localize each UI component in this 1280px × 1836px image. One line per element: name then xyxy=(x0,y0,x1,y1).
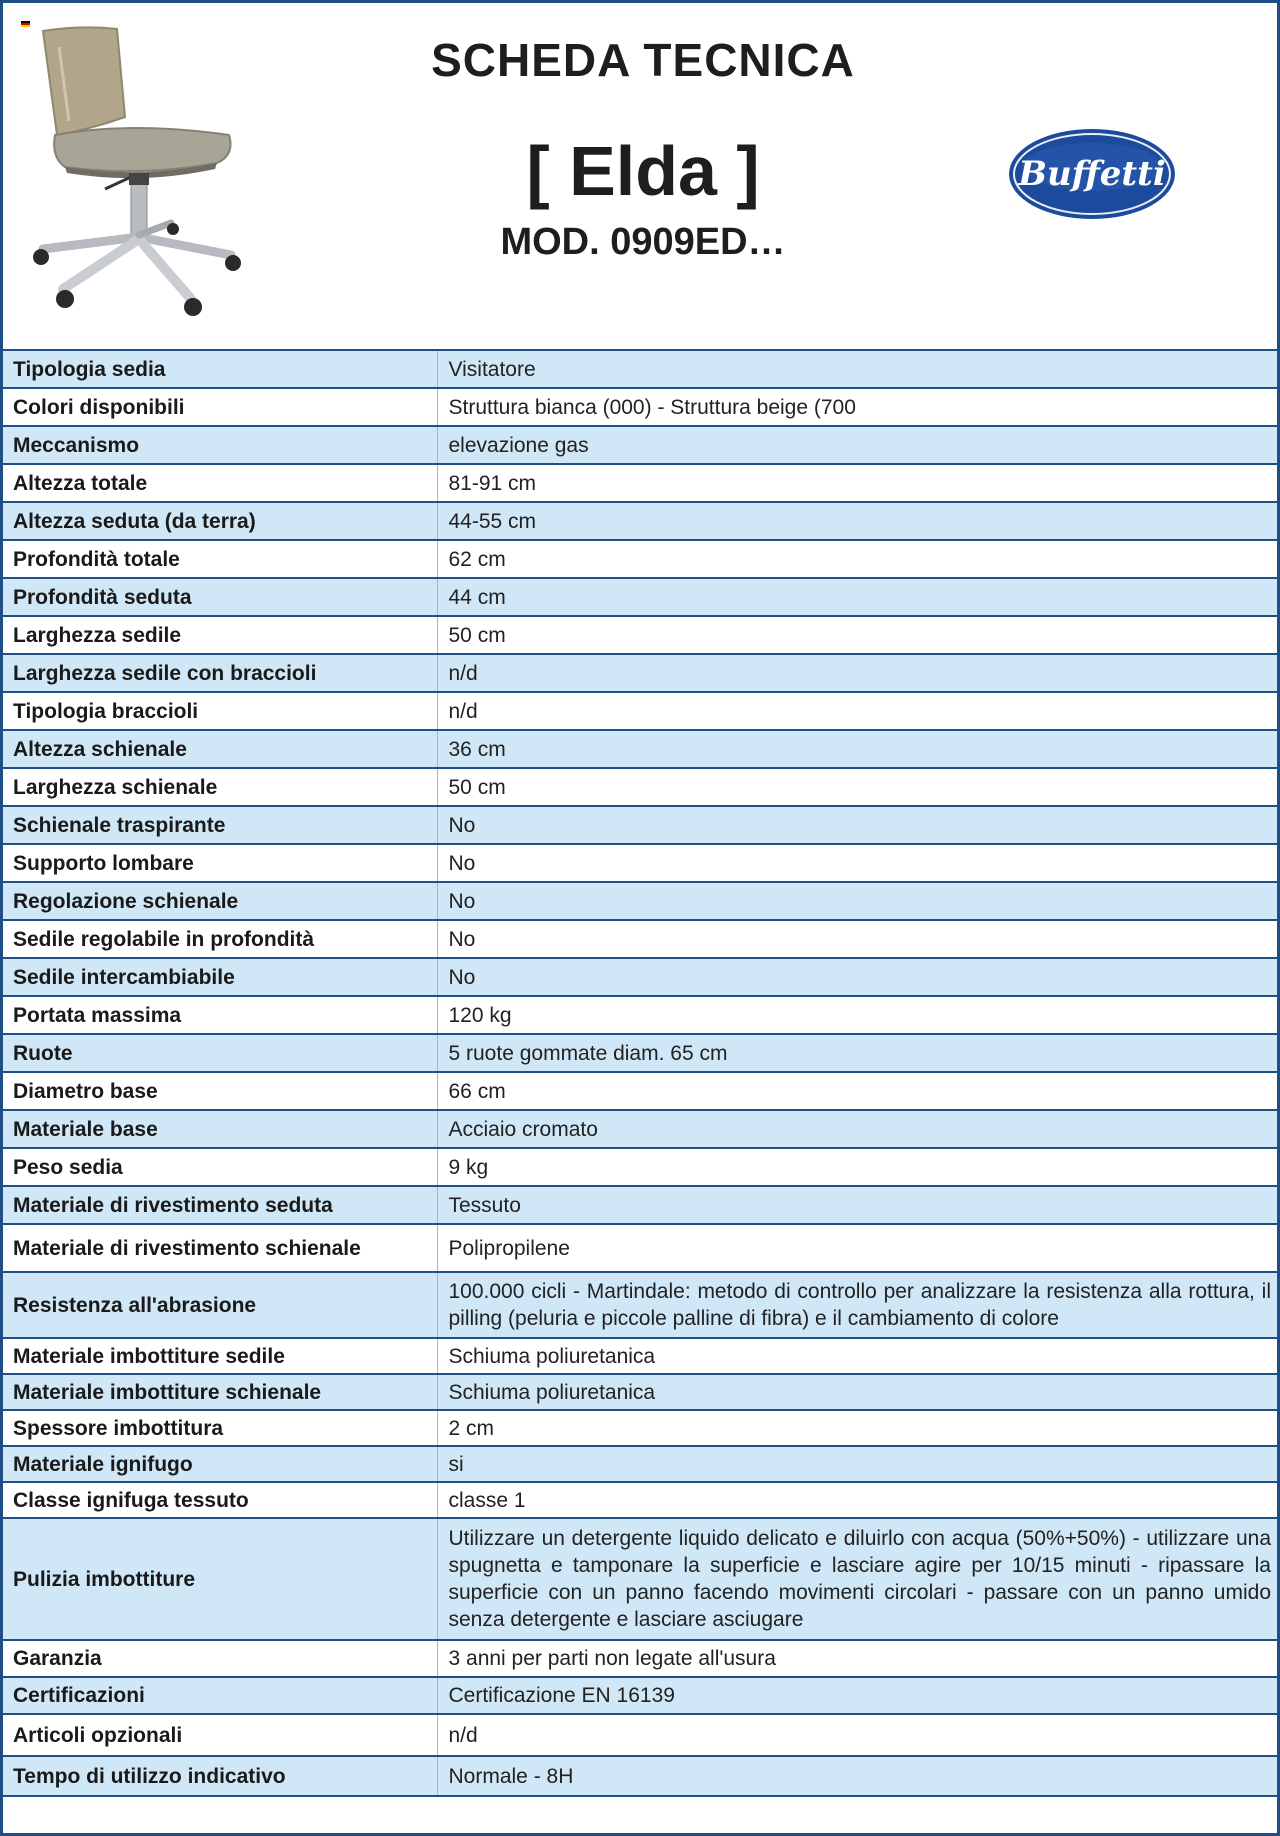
spec-label: Garanzia xyxy=(3,1640,437,1677)
table-row xyxy=(3,958,1277,996)
spec-label: Larghezza sedile xyxy=(3,616,437,654)
spec-label: Materiale ignifugo xyxy=(3,1446,437,1482)
table-row xyxy=(3,1482,1277,1518)
spec-label: Diametro base xyxy=(3,1072,437,1110)
spec-label: Materiale di rivestimento seduta xyxy=(3,1186,437,1224)
table-row xyxy=(3,1338,1277,1374)
spec-label: Tipologia sedia xyxy=(3,351,437,388)
spec-label: Altezza schienale xyxy=(3,730,437,768)
table-row xyxy=(3,1714,1277,1756)
buffetti-logo xyxy=(1007,127,1177,221)
table-row xyxy=(3,464,1277,502)
spec-value: No xyxy=(437,958,1277,996)
spec-value: No xyxy=(437,882,1277,920)
sheet-title: SCHEDA TECNICA xyxy=(431,34,855,86)
spec-label: Classe ignifuga tessuto xyxy=(3,1482,437,1518)
spec-label: Articoli opzionali xyxy=(3,1714,437,1756)
spec-label: Spessore imbottitura xyxy=(3,1410,437,1446)
table-row xyxy=(3,1756,1277,1796)
spec-label: Supporto lombare xyxy=(3,844,437,882)
spec-label: Colori disponibili xyxy=(3,388,437,426)
spec-value: Struttura bianca (000) - Struttura beige (700 xyxy=(437,388,1277,426)
spec-value: 9 kg xyxy=(437,1148,1277,1186)
spec-value: 81-91 cm xyxy=(437,464,1277,502)
spec-label: Sedile regolabile in profondità xyxy=(3,920,437,958)
table-row xyxy=(3,1224,1277,1272)
table-row xyxy=(3,768,1277,806)
table-row xyxy=(3,1374,1277,1410)
spec-value: Schiuma poliuretanica xyxy=(437,1338,1277,1374)
spec-value: Acciaio cromato xyxy=(437,1110,1277,1148)
spec-value: 120 kg xyxy=(437,996,1277,1034)
table-row xyxy=(3,1446,1277,1482)
spec-value: No xyxy=(437,920,1277,958)
model-number: MOD. 0909ED… xyxy=(500,221,786,263)
spec-value: 50 cm xyxy=(437,616,1277,654)
spec-value: Utilizzare un detergente liquido delicato e diluirlo con acqua (50%+50%) - utilizzare una spugnetta e tamponare la superficie e lasciare agire per 10/15 minuti - ripassare la superficie con un panno facendo movimenti circolari - passare con un panno umido senza detergente e lasciare asciugare xyxy=(437,1518,1277,1640)
table-row xyxy=(3,1072,1277,1110)
spec-value: 44 cm xyxy=(437,578,1277,616)
table-row xyxy=(3,996,1277,1034)
spec-label: Tipologia braccioli xyxy=(3,692,437,730)
spec-value: No xyxy=(437,806,1277,844)
spec-label: Resistenza all'abrasione xyxy=(3,1272,437,1338)
spec-value: n/d xyxy=(437,692,1277,730)
table-row xyxy=(3,540,1277,578)
svg-text:Buffetti: Buffetti xyxy=(1018,154,1166,194)
table-row xyxy=(3,502,1277,540)
spec-value: 5 ruote gommate diam. 65 cm xyxy=(437,1034,1277,1072)
spec-label: Profondità seduta xyxy=(3,578,437,616)
table-row xyxy=(3,1410,1277,1446)
table-row xyxy=(3,692,1277,730)
spec-label: Materiale base xyxy=(3,1110,437,1148)
spec-value: 36 cm xyxy=(437,730,1277,768)
table-row xyxy=(3,882,1277,920)
table-row xyxy=(3,351,1277,388)
office-chair-image xyxy=(21,17,251,317)
spec-value: Visitatore xyxy=(437,351,1277,388)
spec-value: classe 1 xyxy=(437,1482,1277,1518)
spec-value: No xyxy=(437,844,1277,882)
spec-label: Altezza seduta (da terra) xyxy=(3,502,437,540)
table-row xyxy=(3,1186,1277,1224)
spec-label: Ruote xyxy=(3,1034,437,1072)
table-row xyxy=(3,578,1277,616)
spec-label: Altezza totale xyxy=(3,464,437,502)
spec-value: Tessuto xyxy=(437,1186,1277,1224)
table-row xyxy=(3,1677,1277,1714)
spec-value: Schiuma poliuretanica xyxy=(437,1374,1277,1410)
spec-value: 100.000 cicli - Martindale: metodo di controllo per analizzare la resistenza alla rottura, il pilling (peluria e piccole palline di fibra) e il cambiamento di colore xyxy=(437,1272,1277,1338)
spec-label: Sedile intercambiabile xyxy=(3,958,437,996)
table-row xyxy=(3,1148,1277,1186)
spec-value: elevazione gas xyxy=(437,426,1277,464)
table-row xyxy=(3,1034,1277,1072)
spec-label: Tempo di utilizzo indicativo xyxy=(3,1756,437,1796)
spec-label: Schienale traspirante xyxy=(3,806,437,844)
product-name: [ Elda ] xyxy=(526,132,760,210)
spec-label: Materiale imbottiture schienale xyxy=(3,1374,437,1410)
table-row xyxy=(3,1518,1277,1640)
spec-label: Meccanismo xyxy=(3,426,437,464)
table-row xyxy=(3,1272,1277,1338)
spec-value: si xyxy=(437,1446,1277,1482)
spec-label: Larghezza schienale xyxy=(3,768,437,806)
spec-value: Polipropilene xyxy=(437,1224,1277,1272)
spec-label: Profondità totale xyxy=(3,540,437,578)
spec-label: Pulizia imbottiture xyxy=(3,1518,437,1640)
spec-label: Larghezza sedile con braccioli xyxy=(3,654,437,692)
spec-label: Materiale di rivestimento schienale xyxy=(3,1224,437,1272)
table-row xyxy=(3,654,1277,692)
table-row xyxy=(3,920,1277,958)
table-row xyxy=(3,1110,1277,1148)
spec-label: Peso sedia xyxy=(3,1148,437,1186)
spec-label: Regolazione schienale xyxy=(3,882,437,920)
spec-value: 2 cm xyxy=(437,1410,1277,1446)
spec-value: Normale - 8H xyxy=(437,1756,1277,1796)
spec-label: Certificazioni xyxy=(3,1677,437,1714)
spec-label: Materiale imbottiture sedile xyxy=(3,1338,437,1374)
sheet-header xyxy=(3,3,1277,351)
spec-table xyxy=(3,351,1277,1797)
spec-value: n/d xyxy=(437,654,1277,692)
table-row xyxy=(3,844,1277,882)
spec-value: n/d xyxy=(437,1714,1277,1756)
table-row xyxy=(3,730,1277,768)
spec-value: 62 cm xyxy=(437,540,1277,578)
table-row xyxy=(3,1640,1277,1677)
spec-label: Portata massima xyxy=(3,996,437,1034)
spec-value: 66 cm xyxy=(437,1072,1277,1110)
table-row xyxy=(3,616,1277,654)
spec-value: Certificazione EN 16139 xyxy=(437,1677,1277,1714)
spec-value: 3 anni per parti non legate all'usura xyxy=(437,1640,1277,1677)
table-row xyxy=(3,806,1277,844)
spec-value: 44-55 cm xyxy=(437,502,1277,540)
spec-value: 50 cm xyxy=(437,768,1277,806)
table-row xyxy=(3,426,1277,464)
table-row xyxy=(3,388,1277,426)
